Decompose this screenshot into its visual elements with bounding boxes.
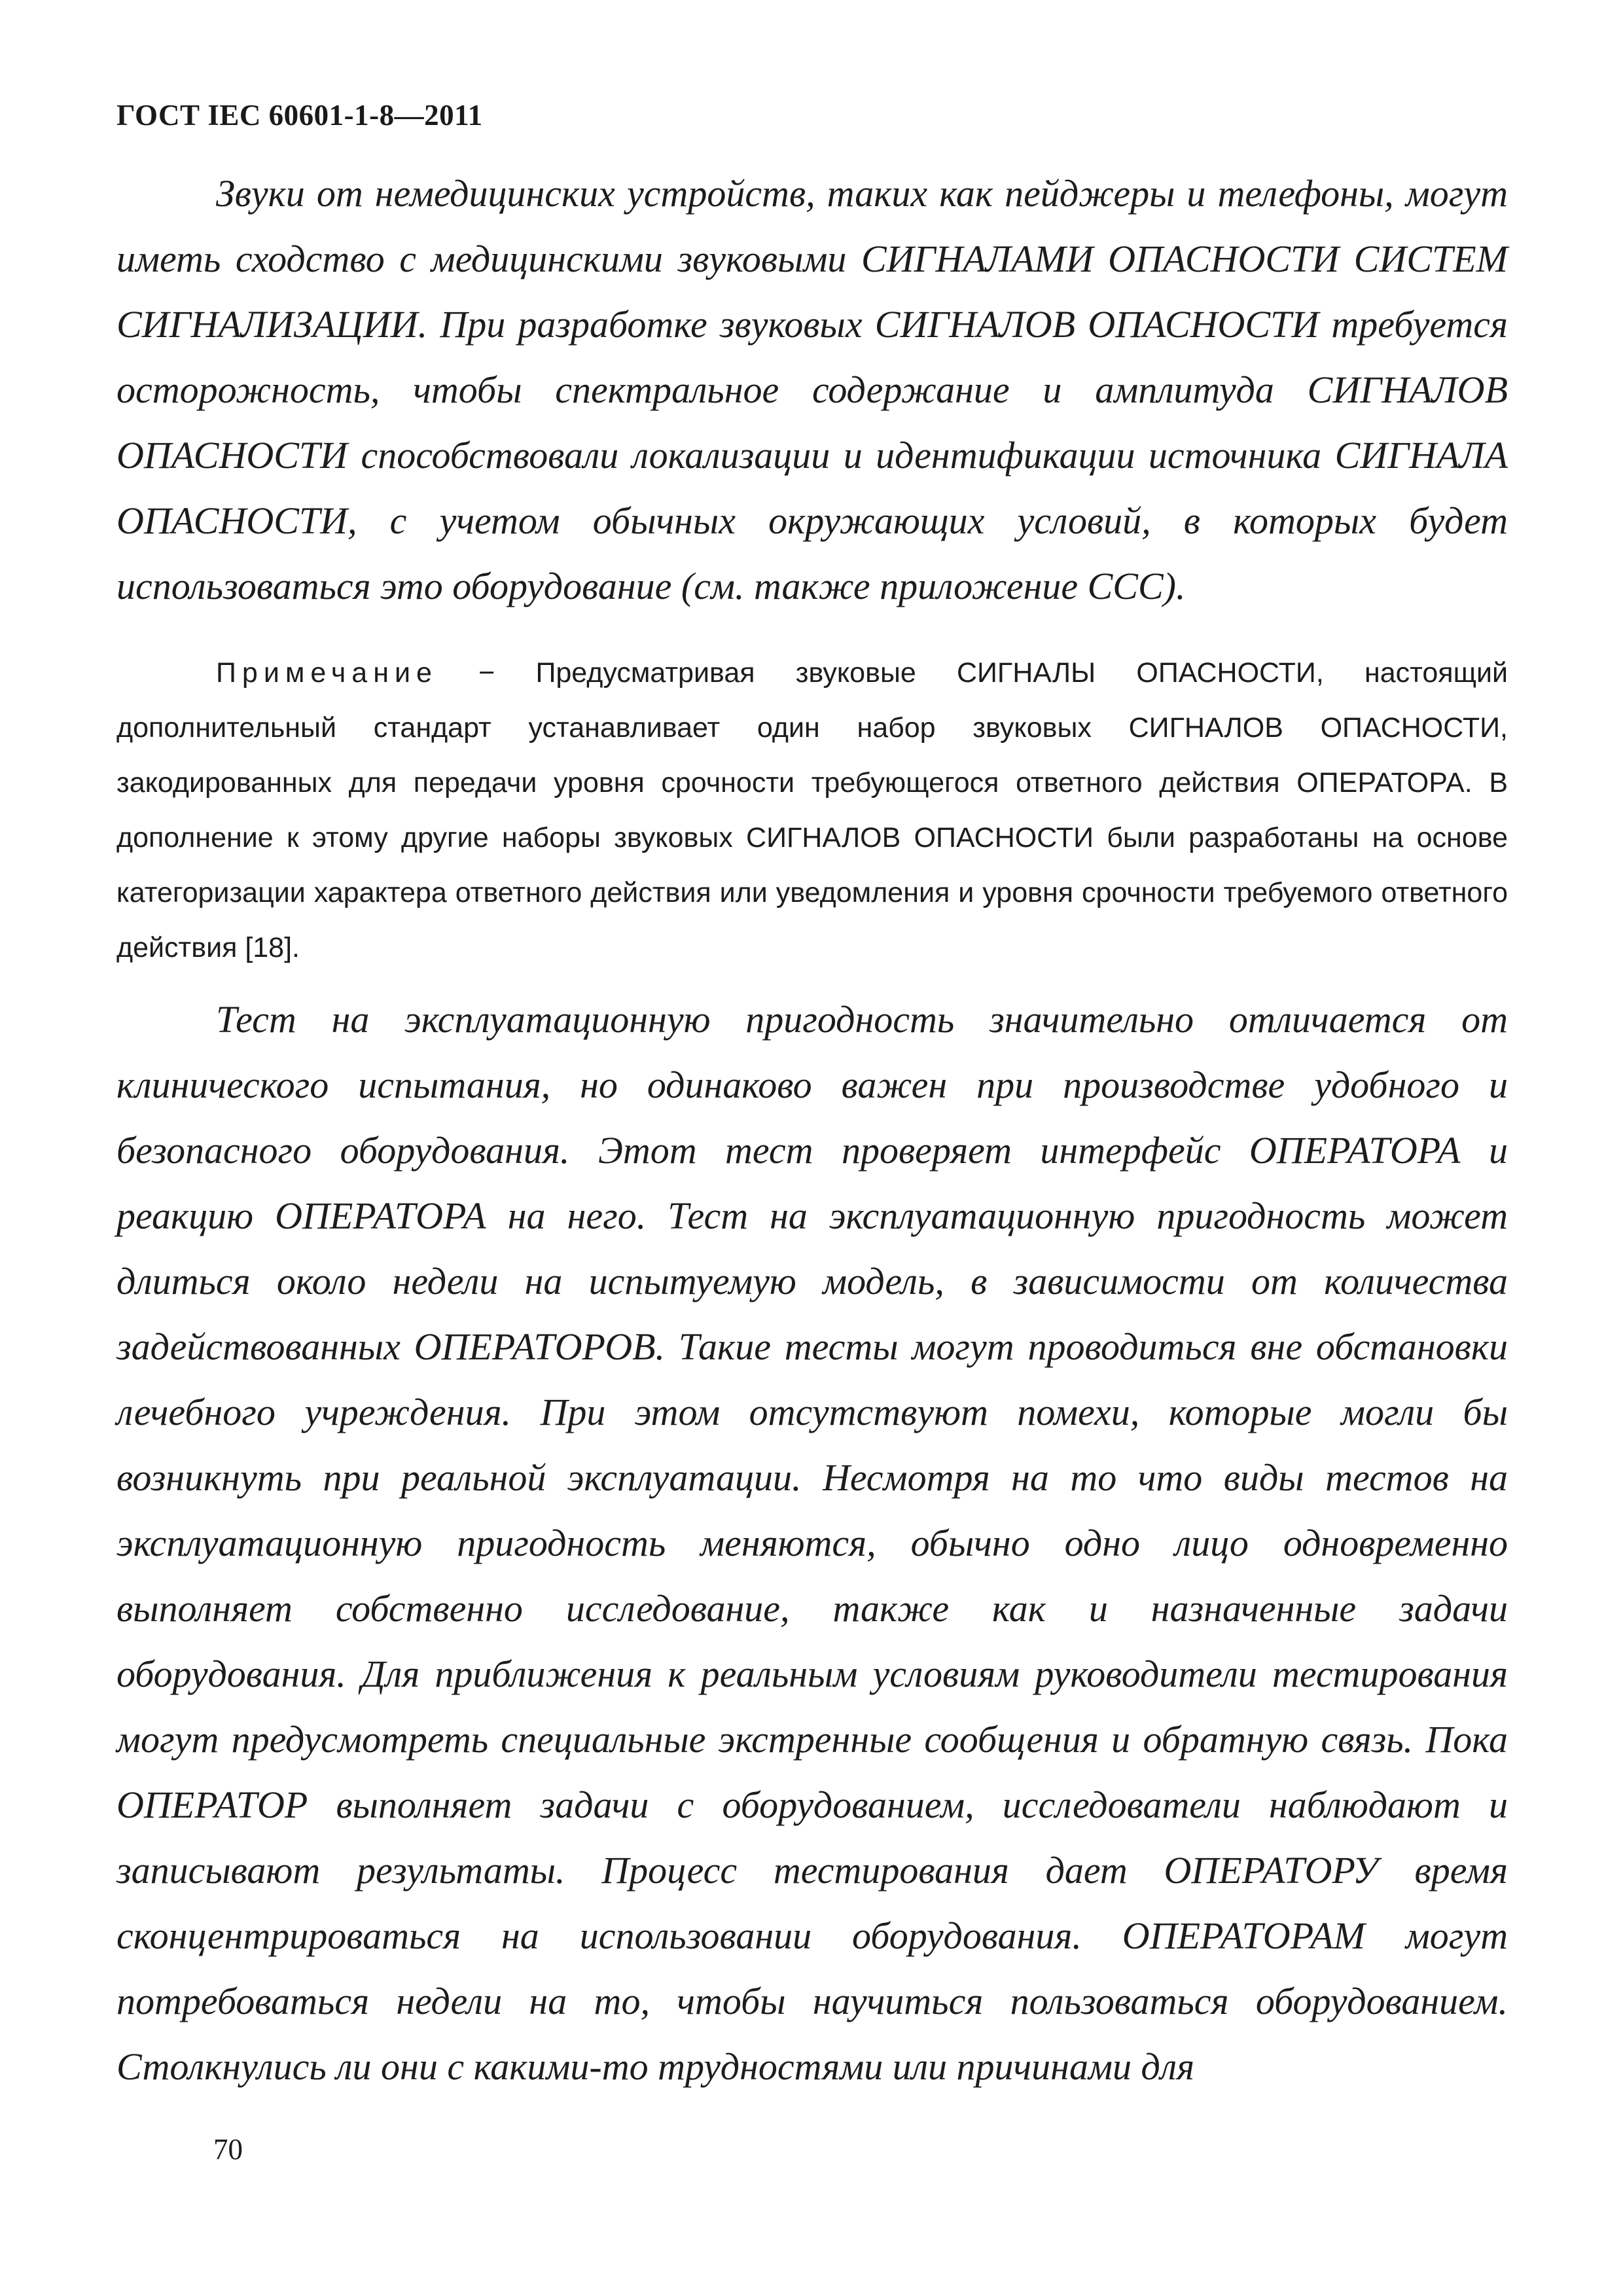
- body-paragraph-alarm-signals: Звуки от немедицинских устройств, таких как пейджеры и телефоны, могут иметь сходство с медицинскими звуковыми СИГНАЛАМИ ОПАСНОСТИ СИСТЕМ СИГНАЛИЗАЦИИ. При разработке звуковых СИГНАЛОВ ОПАСНОСТИ требуется осторожность, чтобы спектральное содержание и амплитуда СИГНАЛОВ ОПАСНОСТИ способствовали локализации и идентификации источника СИГНАЛА ОПАСНОСТИ, с учетом обычных окружающих условий, в которых будет использоваться это оборудование (см. также приложение ССС).: [116, 172, 1508, 607]
- body-paragraph-usability-test: Тест на эксплуатационную пригодность значительно отличается от клинического испытания, но одинаково важен при производстве удобного и безопасного оборудования. Этот тест проверяет интерфейс ОПЕРАТОРА и реакцию ОПЕРАТОРА на него. Тест на эксплуатационную пригодность может длиться около недели на испытуемую модель, в зависимости от количества задействованных ОПЕРАТОРОВ. Такие тесты могут проводиться вне обстановки лечебного учреждения. При этом отсутствуют помехи, которые могли бы возникнуть при реальной эксплуатации. Несмотря на то что виды тестов на эксплуатационную пригодность меняются, обычно одно лицо одновременно выполняет собственно исследование, также как и назначенные задачи оборудования. Для приближения к реальным условиям руководители тестирования могут предусмотреть специальные экстренные сообщения и обратную связь. Пока ОПЕРАТОР выполняет задачи с оборудованием, исследователи наблюдают и записывают результаты. Процесс тестирования дает ОПЕРАТОРУ время сконцентрироваться на использовании оборудования. ОПЕРАТОРАМ могут потребоваться недели на то, чтобы научиться пользоваться оборудованием. Столкнулись ли они с какими-то трудностями или причинами для: [116, 998, 1508, 2088]
- page-number: 70: [213, 2133, 243, 2166]
- standard-code-header: ГОСТ IEC 60601-1-8—2011: [116, 99, 483, 132]
- note-text: Предусматривая звуковые СИГНАЛЫ ОПАСНОСТИ, настоящий дополнительный стандарт устанавливает один набор звуковых СИГНАЛОВ ОПАСНОСТИ, закодированных для передачи уровня срочности требующегося ответного действия ОПЕРАТОРА. В дополнение к этому другие наборы звуковых СИГНАЛОВ ОПАСНОСТИ были разработаны на основе категоризации характера ответного действия или уведомления и уровня срочности требуемого ответного действия [18].: [116, 657, 1508, 963]
- note-label: Примечание: [216, 657, 438, 689]
- note-dash: −: [437, 657, 536, 689]
- note-paragraph: [116, 645, 1508, 975]
